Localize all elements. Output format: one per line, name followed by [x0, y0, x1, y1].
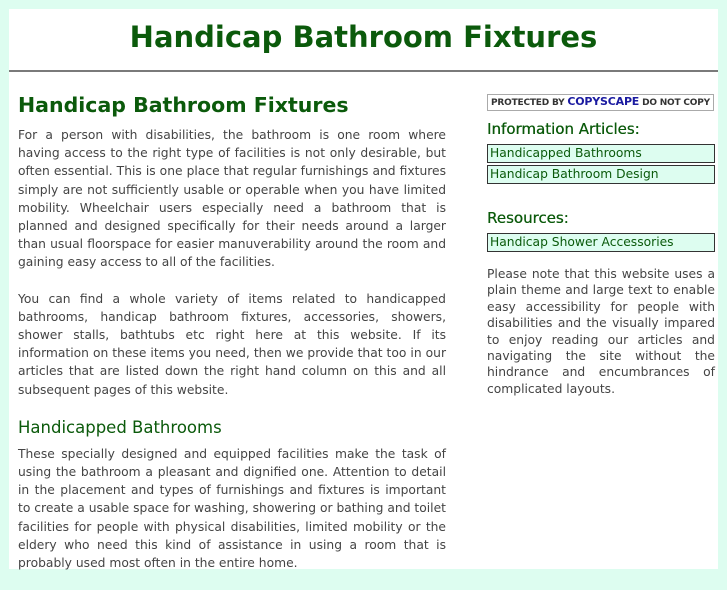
- accessibility-note: Please note that this website uses a plain theme and large text to enable easy accessibility for people with disabilities and the visually impared to enjoy reading our articles and navigating the site without the hindrance and encumbrances of complicated layouts.: [487, 267, 715, 396]
- copyscape-prefix: PROTECTED BY: [491, 98, 568, 108]
- sidebar-link-handicap-shower-accessories[interactable]: Handicap Shower Accessories: [487, 233, 715, 252]
- sidebar-link-handicapped-bathrooms[interactable]: Handicapped Bathrooms: [487, 144, 715, 163]
- sidebar-link-handicap-bathroom-design[interactable]: Handicap Bathroom Design: [487, 165, 715, 184]
- page-heading: Handicap Bathroom Fixtures: [18, 93, 349, 117]
- copyscape-brand: COPYSCAPE: [567, 95, 640, 108]
- section-paragraph: These specially designed and equipped facilities make the task of using the bathroom a pleasant and dignified one. Attention to detail in the placement and types of furnishings and fixtures is important to create a usable space for washing, showering or bathing and toilet facilities for people with physical disabilities, limited mobility or the eldery who need this kind of assistance in using a room that is probably used most often in the entire home.: [18, 446, 446, 571]
- site-header: [9, 9, 718, 72]
- intro-paragraph: For a person with disabilities, the bathroom is one room where having access to the right type of facilities is not only desirable, but often essential. This is one place that regular furnishings and fixtures simply are not sufficiently usable or operable when you have limited mobility. Wheelchair users especially need a bathroom that is planned and designed specifically for their needs around a larger than usual floorspace for easier manuverability around the room and gaining easy access to all of the facilities.: [18, 128, 446, 270]
- spacer: [487, 186, 715, 200]
- site-title: Handicap Bathroom Fixtures: [129, 20, 598, 54]
- section-heading: Handicapped Bathrooms: [18, 417, 222, 437]
- sidebar: [487, 90, 715, 397]
- copyscape-badge[interactable]: [487, 94, 714, 111]
- main-content: [18, 82, 446, 590]
- copyscape-suffix: DO NOT COPY: [639, 98, 710, 108]
- items-paragraph: You can find a whole variety of items related to handicapped bathrooms, handicap bathroom fixtures, accessories, showers, shower stalls, bathtubs etc right here at this website. If its information on these items you need, then we provide that too in our articles that are listed down the right hand column on this and all subsequent pages of this website.: [18, 291, 446, 397]
- page-container: [9, 9, 718, 569]
- resources-heading: Resources:: [487, 209, 569, 227]
- articles-heading: Information Articles:: [487, 120, 640, 138]
